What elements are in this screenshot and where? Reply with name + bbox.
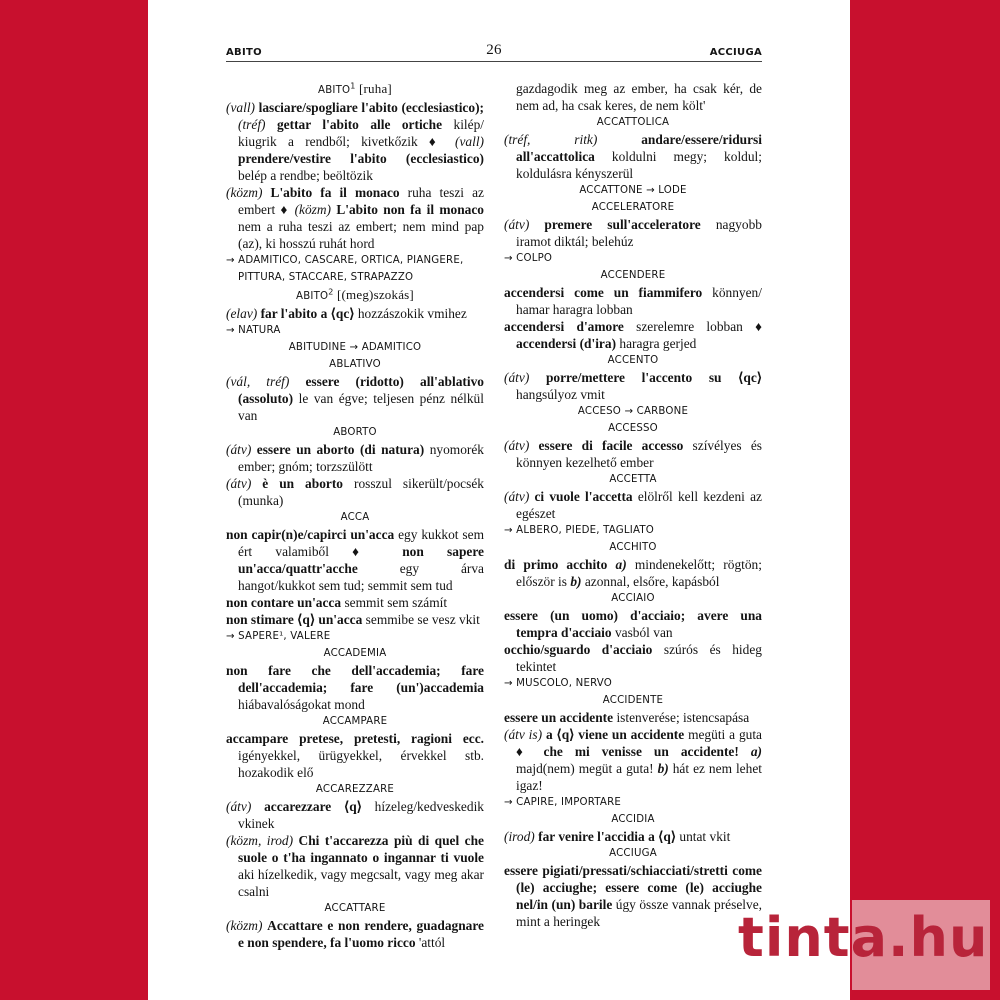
headword: ACCAREZZARE [315, 784, 395, 795]
headword: ACCIAIO [611, 593, 655, 604]
entry-continuation: gazdagodik meg az ember, ha csak kér, de nem ad, ha csak keres, de nem költ' [516, 81, 762, 113]
cross-reference: → ALBERO, PIEDE, TAGLIATO [504, 525, 654, 536]
page-number: 26 [486, 42, 502, 58]
dictionary-entry: non fare che dell'accademia; fare dell'accademia; fare (un')accademia hiábavalóságokat mond [226, 663, 484, 712]
dictionary-entry: (közm, irod) Chi t'accarezza più di quel che suole o t'ha ingannato o ingannar ti vuole aki hízelkedik, vagy megcsalt, vagy meg akar csalni [226, 833, 484, 899]
dictionary-entry: (vall) lasciare/spogliare l'abito (ecclesiastico); (tréf) gettar l'abito alle ortiche kilép/ kiugrik a rendből; kivetkőzik ♦ (vall) prendere/vestire l'abito (ecclesiastico) belép a rendbe; beöltözik [226, 100, 484, 183]
cross-reference: → NATURA [226, 325, 281, 336]
cross-reference: → COLPO [504, 253, 553, 264]
dictionary-page [148, 0, 850, 1000]
left-column [226, 80, 484, 951]
dictionary-entry: (átv) porre/mettere l'accento su ⟨qc⟩ hangsúlyoz vmit [504, 370, 762, 402]
headword: ACCA [340, 512, 370, 523]
headword: ACCATTOLICA [596, 117, 670, 128]
headword: ACCIUGA [609, 848, 657, 859]
headword: ABORTO [333, 427, 377, 438]
headword: ACCIDIA [611, 814, 655, 825]
header-rule [226, 61, 762, 62]
dictionary-entry: (irod) far venire l'accidia a ⟨q⟩ untat vkit [504, 829, 731, 844]
watermark-logo: tinta.hu [738, 906, 989, 969]
dictionary-entry: (átv) è un aborto rosszul sikerült/pocsék (munka) [226, 476, 484, 508]
dictionary-entry: (közm) Accattare e non rendere, guadagnare e non spendere, fa l'uomo ricco 'attól [226, 918, 484, 950]
headword: ACCENTO [607, 355, 659, 366]
dictionary-entry: (átv) essere un aborto (di natura) nyomorék ember; gnóm; torzszülött [226, 442, 484, 474]
headword: ABLATIVO [329, 359, 381, 370]
dictionary-entry: di primo acchito a) mindenekelőtt; rögtön; először is b) azonnal, elsőre, kapásból [504, 557, 762, 589]
dictionary-entry: accendersi d'amore szerelemre lobban ♦ accendersi (d'ira) haragra gerjed [504, 319, 762, 351]
headword: ACCATTARE [324, 903, 386, 914]
running-header [226, 42, 762, 60]
dictionary-entry: (átv) ci vuole l'accetta elölről kell kezdeni az egészet [504, 489, 762, 521]
cross-reference: → CAPIRE, IMPORTARE [504, 797, 622, 808]
dictionary-entry: (átv) accarezzare ⟨q⟩ hízeleg/kedveskedik vkinek [226, 799, 484, 831]
dictionary-entry: non contare un'acca semmit sem számít [226, 595, 448, 610]
dictionary-entry: (átv is) a ⟨q⟩ viene un accidente megüti a guta ♦ che mi venisse un accidente! a) majd(nem) megüt a guta! b) hát ez nem lehet igaz! [504, 727, 762, 793]
headword: ABITO$^2$ [(meg)szokás] [296, 287, 414, 302]
dictionary-entry: accampare pretese, pretesti, ragioni ecc. igényekkel, ürügyekkel, érvekkel stb. hozakodik elő [226, 731, 484, 780]
headword: ABITO$^1$ [ruha] [318, 81, 392, 96]
headword: ACCETTA [609, 474, 657, 485]
headword: ACCENDERE [600, 270, 666, 281]
cross-reference: → MUSCOLO, NERVO [504, 678, 613, 689]
headword: ACCHITO [609, 542, 657, 553]
headword: ACCATTONE → LODE [579, 185, 687, 196]
dictionary-entry: occhio/sguardo d'acciaio szúrós és hideg tekintet [504, 642, 762, 674]
header-first-entry: ABITO [226, 47, 262, 58]
dictionary-entry: (átv) essere di facile accesso szívélyes és könnyen kezelhető ember [504, 438, 762, 470]
dictionary-entry: essere pigiati/pressati/schiacciati/stretti come (le) acciughe; essere come (le) acciughe nel/in (un) barile úgy össze vannak préselve, mint a heringek [504, 863, 762, 929]
cross-reference: → ADAMITICO, CASCARE, ORTICA, PIANGERE, PITTURA, STACCARE, STRAPAZZO [226, 255, 464, 283]
dictionary-entry: (tréf, ritk) andare/essere/ridursi all'accattolica koldulni megy; koldul; koldulásra kényszerül [504, 132, 762, 181]
dictionary-entry: (elav) far l'abito a ⟨qc⟩ hozzászokik vmihez [226, 306, 467, 321]
headword: ACCADEMIA [323, 648, 387, 659]
headword: ACCELERATORE [591, 202, 675, 213]
headword: ACCESSO [608, 423, 658, 434]
dictionary-entry: essere un accidente istenverése; istencsapása [504, 710, 750, 725]
headword: ACCESO → CARBONE [577, 406, 689, 417]
cross-reference: → SAPERE¹, VALERE [226, 631, 331, 642]
headword: ACCAMPARE [322, 716, 388, 727]
headword: ACCIDENTE [602, 695, 664, 706]
dictionary-entry: (vál, tréf) essere (ridotto) all'ablativo (assoluto) le van égve; teljesen pénz nélkül van [226, 374, 484, 423]
right-column [504, 80, 762, 930]
dictionary-entry: non capir(n)e/capirci un'acca egy kukkot sem ért valamiből ♦ non sapere un'acca/quattr'acche egy árva hangot/kukkot sem tud; semmit sem tud [226, 527, 484, 593]
dictionary-entry: (közm) L'abito fa il monaco ruha teszi az embert ♦ (közm) L'abito non fa il monaco nem a ruha teszi az embert; nem mind pap (az), ki hosszú ruhát hord [226, 185, 484, 251]
header-last-entry: ACCIUGA [709, 47, 762, 58]
headword: ABITUDINE → ADAMITICO [288, 342, 422, 353]
dictionary-entry: (átv) premere sull'acceleratore nagyobb iramot diktál; belehúz [504, 217, 762, 249]
dictionary-entry: accendersi come un fiammifero könnyen/ hamar haragra lobban [504, 285, 762, 317]
dictionary-entry: non stimare ⟨q⟩ un'acca semmibe se vesz vkit [226, 612, 480, 627]
dictionary-entry: essere (un uomo) d'acciaio; avere una tempra d'acciaio vasból van [504, 608, 762, 640]
